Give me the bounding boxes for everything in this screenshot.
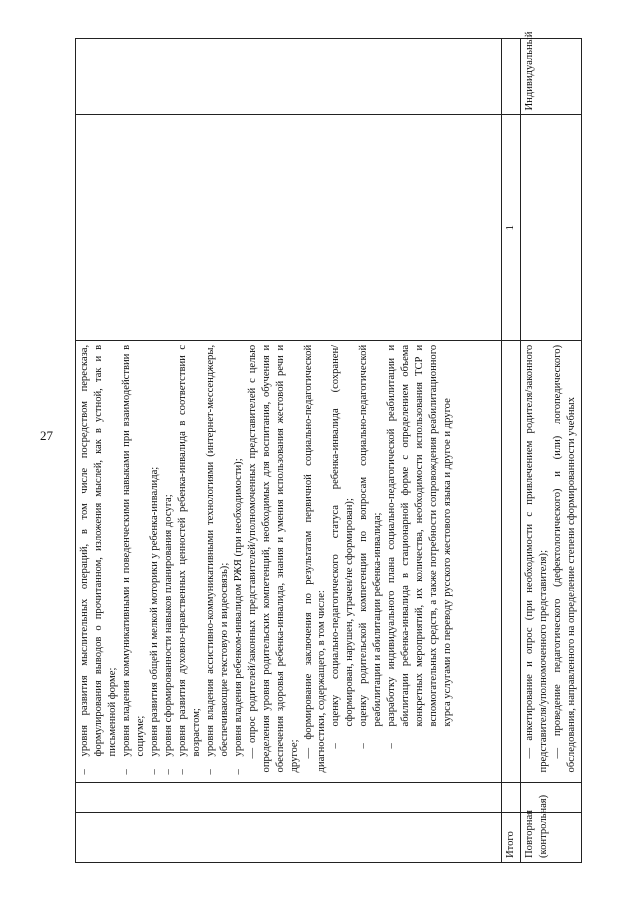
- activities-list: [523, 345, 579, 779]
- rotated-table-container: [75, 31, 587, 863]
- cell-count: [76, 115, 502, 340]
- activity-item: — проведение педагогического (дефектологического) и (или) логопедического) обследования, направленного на определение степени сформированности учебных: [551, 344, 577, 773]
- activity-item: — формирование заключения по результатам первичной социально-педагогической диагностики, содержащего, в том числе:: [302, 344, 328, 773]
- activity-item: – уровня развития мыслительных операций, в том числе посредством пересказа, формулирования выводов о прочитанном, изложения мыслей, как в устной, так и в письменной форме;: [78, 345, 120, 779]
- cell-activities: [520, 340, 581, 783]
- cell-number: [76, 783, 502, 813]
- cell-type: [520, 31, 581, 116]
- repeat-type-label: Индивидуальный: [523, 31, 535, 111]
- total-label: Итого: [505, 831, 516, 858]
- activity-item: — опрос родителей/законных представителей/уполномоченных представителей с целью определения уровня родительских компетенций, необходимых для воспитания, обучения и обеспечения здоровья ребенка-инвалида, знания и умения использования жестовой речи и другое;: [246, 344, 300, 773]
- activity-item: – оценку родительской компетенции по вопросам социально-педагогической реабилитации и абилитации ребенка-инвалида;: [357, 345, 385, 779]
- cell-type: [76, 39, 502, 116]
- cell-number: [520, 783, 581, 813]
- table-row: [502, 39, 521, 863]
- cell-stage: [520, 794, 581, 863]
- cell-stage: [76, 813, 502, 863]
- repeat-stage-label: Повторная (контрольная): [523, 794, 549, 858]
- activity-item: – уровня владения ассистивно-коммуникативными технологиями (интернет-мессенджеры, обеспечивающие текстовую и видеосвязь);: [204, 345, 232, 779]
- activity-item: – уровня владения ребенком-инвалидом РЖЯ (при необходимости);: [232, 345, 246, 779]
- cell-activities: [502, 340, 521, 783]
- activities-list: [78, 345, 455, 779]
- cell-number: [502, 783, 521, 813]
- activity-item: – уровня владения коммуникативными и поведенческими навыками при взаимодействии в социуме;: [120, 345, 148, 779]
- activity-item: – уровня развития духовно-нравственных ценностей ребенка-инвалида в соответствии с возрастом;: [176, 345, 204, 779]
- cell-total-label: [502, 813, 521, 863]
- table-row: [76, 39, 502, 863]
- activity-item: – оценку социально-педагогического статуса ребенка-инвалида (сохранен/сформирован, нарушен, утрачен/не сформирован);: [329, 345, 357, 779]
- cell-count: [520, 115, 581, 340]
- rehab-activities-table: [75, 31, 582, 863]
- activity-item: – уровня сформированности навыков планирования досуга;: [162, 345, 176, 779]
- activity-item: — анкетирование и опрос (при необходимости с привлечением родителя/законного представителя/уполномоченного представителя);: [523, 344, 549, 773]
- cell-count: [502, 115, 521, 340]
- table-row: [520, 39, 581, 863]
- cell-type: [502, 39, 521, 116]
- page-number: 27: [40, 428, 53, 443]
- activity-item: – разработку индивидуального плана социально-педагогической реабилитации и абилитации ребенка-инвалида в стационарной форме с определением объема конкретных мероприятий, их количества, необходимости использования ТСР и вспомогательных средств, а также потребности сопровождения реабилитационного курса услугами по переводу русского жестового языка и другое и другое: [385, 345, 455, 779]
- activity-item: – уровня развития общей и мелкой моторики у ребенка-инвалида;: [148, 345, 162, 779]
- cell-activities: [76, 340, 502, 783]
- total-count: 1: [505, 225, 516, 231]
